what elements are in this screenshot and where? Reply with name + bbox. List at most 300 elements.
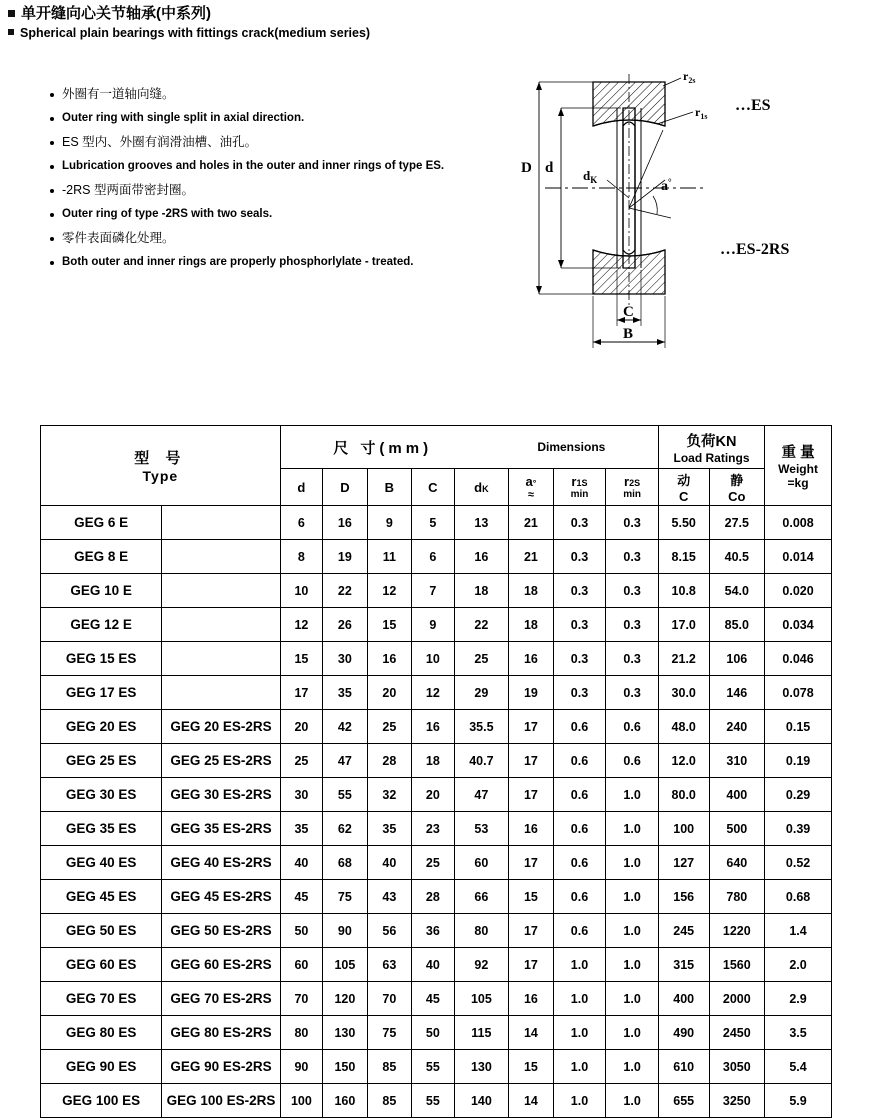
table-row [41, 1050, 832, 1084]
cell-B: 15 [367, 608, 411, 642]
cell-C: 45 [412, 982, 454, 1016]
header-weight [765, 426, 832, 506]
cell-dK: 22 [454, 608, 509, 642]
cell-r2s: 1.0 [606, 948, 659, 982]
specification-table [40, 425, 832, 1118]
cell-type1: GEG 100 ES [41, 1084, 162, 1118]
cell-weight: 0.15 [765, 710, 832, 744]
cell-type2 [162, 608, 280, 642]
cell-D: 68 [323, 846, 367, 880]
cell-dK: 140 [454, 1084, 509, 1118]
cell-D: 150 [323, 1050, 367, 1084]
cell-weight: 0.68 [765, 880, 832, 914]
header-col-c-dynamic: 动 C [658, 469, 709, 506]
cell-co-static: 310 [709, 744, 765, 778]
square-bullet-icon [8, 10, 15, 17]
cell-B: 16 [367, 642, 411, 676]
cell-alpha: 19 [509, 676, 553, 710]
table-row [41, 506, 832, 540]
table-row [41, 778, 832, 812]
table-row [41, 948, 832, 982]
cell-r1s: 0.6 [553, 812, 606, 846]
cell-C: 12 [412, 676, 454, 710]
cell-type2 [162, 540, 280, 574]
table-row [41, 982, 832, 1016]
cell-D: 105 [323, 948, 367, 982]
cell-co-static: 146 [709, 676, 765, 710]
cell-co-static: 2000 [709, 982, 765, 1016]
cell-dK: 130 [454, 1050, 509, 1084]
cell-D: 160 [323, 1084, 367, 1118]
cell-C: 50 [412, 1016, 454, 1050]
cell-C: 9 [412, 608, 454, 642]
feature-list [50, 86, 470, 278]
cell-dK: 40.7 [454, 744, 509, 778]
cell-dK: 115 [454, 1016, 509, 1050]
cell-weight: 0.008 [765, 506, 832, 540]
cell-alpha: 15 [509, 880, 553, 914]
cell-r1s: 0.3 [553, 574, 606, 608]
cell-type2: GEG 50 ES-2RS [162, 914, 280, 948]
cell-C: 16 [412, 710, 454, 744]
cell-type1: GEG 25 ES [41, 744, 162, 778]
cell-alpha: 21 [509, 540, 553, 574]
cell-C: 25 [412, 846, 454, 880]
cell-c-dynamic: 80.0 [658, 778, 709, 812]
cell-d: 90 [280, 1050, 322, 1084]
table-row [41, 642, 832, 676]
cell-dK: 25 [454, 642, 509, 676]
cell-type2: GEG 70 ES-2RS [162, 982, 280, 1016]
cell-d: 20 [280, 710, 322, 744]
cell-type2 [162, 642, 280, 676]
cell-B: 9 [367, 506, 411, 540]
cell-weight: 0.29 [765, 778, 832, 812]
cell-c-dynamic: 315 [658, 948, 709, 982]
cell-r2s: 0.3 [606, 642, 659, 676]
cell-type1: GEG 70 ES [41, 982, 162, 1016]
cell-type1: GEG 60 ES [41, 948, 162, 982]
dot-bullet-icon [50, 261, 54, 265]
cell-r2s: 0.6 [606, 744, 659, 778]
cell-co-static: 780 [709, 880, 765, 914]
cell-c-dynamic: 10.8 [658, 574, 709, 608]
feature-text-cn: 零件表面磷化处理。 [62, 231, 175, 245]
dot-bullet-icon [50, 117, 54, 121]
cell-c-dynamic: 490 [658, 1016, 709, 1050]
cell-alpha: 17 [509, 948, 553, 982]
cell-co-static: 240 [709, 710, 765, 744]
cell-C: 36 [412, 914, 454, 948]
header-load-ratings [658, 426, 764, 469]
cell-co-static: 85.0 [709, 608, 765, 642]
label-alpha: a° [661, 177, 672, 194]
cell-r2s: 1.0 [606, 1084, 659, 1118]
cell-B: 85 [367, 1084, 411, 1118]
label-es: …ES [735, 97, 771, 114]
square-bullet-icon [8, 29, 14, 35]
table-row [41, 574, 832, 608]
header-load-cn: 负荷KN [686, 433, 737, 450]
cell-c-dynamic: 8.15 [658, 540, 709, 574]
cell-C: 5 [412, 506, 454, 540]
cell-dK: 60 [454, 846, 509, 880]
cell-alpha: 16 [509, 982, 553, 1016]
cell-co-static: 640 [709, 846, 765, 880]
cell-weight: 2.0 [765, 948, 832, 982]
header-col-C: C [412, 469, 454, 506]
header-dimensions [280, 426, 658, 469]
header-col-d: d [280, 469, 322, 506]
header-weight-unit: =kg [787, 476, 809, 490]
cell-type2: GEG 40 ES-2RS [162, 846, 280, 880]
header-weight-en: Weight [778, 462, 818, 476]
cell-type1: GEG 15 ES [41, 642, 162, 676]
cell-co-static: 2450 [709, 1016, 765, 1050]
cell-weight: 3.5 [765, 1016, 832, 1050]
cell-type2: GEG 60 ES-2RS [162, 948, 280, 982]
label-D: D [521, 160, 532, 176]
cell-type2 [162, 574, 280, 608]
header-type-en: Type [142, 468, 179, 484]
cell-d: 8 [280, 540, 322, 574]
title-cn-line [8, 6, 869, 22]
cell-alpha: 17 [509, 846, 553, 880]
cell-weight: 0.020 [765, 574, 832, 608]
header-col-D: D [323, 469, 367, 506]
label-d: d [545, 160, 554, 176]
cell-B: 43 [367, 880, 411, 914]
cell-r2s: 0.3 [606, 506, 659, 540]
cell-D: 90 [323, 914, 367, 948]
cell-type1: GEG 8 E [41, 540, 162, 574]
page-title-en: Spherical plain bearings with fittings crack(medium series) [20, 26, 371, 40]
cell-dK: 35.5 [454, 710, 509, 744]
cell-B: 12 [367, 574, 411, 608]
cell-weight: 0.014 [765, 540, 832, 574]
cell-D: 120 [323, 982, 367, 1016]
cell-type2: GEG 20 ES-2RS [162, 710, 280, 744]
table-row [41, 812, 832, 846]
cell-weight: 0.046 [765, 642, 832, 676]
cell-d: 15 [280, 642, 322, 676]
dot-bullet-icon [50, 189, 54, 193]
cell-c-dynamic: 127 [658, 846, 709, 880]
cell-dK: 18 [454, 574, 509, 608]
label-dk: $d_K$ [583, 168, 598, 185]
page-title-cn: 单开缝向心关节轴承(中系列) [21, 5, 211, 22]
cell-r1s: 0.6 [553, 846, 606, 880]
header-load-en: Load Ratings [673, 450, 750, 465]
cell-c-dynamic: 245 [658, 914, 709, 948]
cell-co-static: 1560 [709, 948, 765, 982]
cell-c-dynamic: 655 [658, 1084, 709, 1118]
dot-bullet-icon [50, 165, 54, 169]
dot-bullet-icon [50, 237, 54, 241]
cell-co-static: 106 [709, 642, 765, 676]
cell-d: 17 [280, 676, 322, 710]
cell-alpha: 18 [509, 574, 553, 608]
cell-r2s: 0.3 [606, 676, 659, 710]
cell-d: 50 [280, 914, 322, 948]
cell-c-dynamic: 12.0 [658, 744, 709, 778]
cell-alpha: 21 [509, 506, 553, 540]
cell-dK: 105 [454, 982, 509, 1016]
label-r1s: $r_{1s}$ [695, 105, 708, 121]
cell-D: 35 [323, 676, 367, 710]
cell-c-dynamic: 100 [658, 812, 709, 846]
cell-co-static: 400 [709, 778, 765, 812]
feature-text-cn: -2RS 型两面带密封圈。 [62, 183, 194, 197]
feature-text-en: Lubrication grooves and holes in the outer and inner rings of type ES. [62, 160, 445, 172]
title-en-line [8, 26, 869, 40]
cell-r2s: 1.0 [606, 914, 659, 948]
cell-r2s: 0.3 [606, 608, 659, 642]
cell-D: 55 [323, 778, 367, 812]
cell-B: 25 [367, 710, 411, 744]
cell-type2: GEG 35 ES-2RS [162, 812, 280, 846]
cell-c-dynamic: 21.2 [658, 642, 709, 676]
table-row [41, 1016, 832, 1050]
cell-r1s: 0.3 [553, 608, 606, 642]
cell-weight: 0.034 [765, 608, 832, 642]
cell-weight: 0.52 [765, 846, 832, 880]
cell-weight: 0.078 [765, 676, 832, 710]
cell-co-static: 40.5 [709, 540, 765, 574]
cell-type1: GEG 6 E [41, 506, 162, 540]
cell-weight: 0.39 [765, 812, 832, 846]
cell-co-static: 500 [709, 812, 765, 846]
cell-alpha: 14 [509, 1016, 553, 1050]
cell-co-static: 3250 [709, 1084, 765, 1118]
cell-r1s: 0.3 [553, 642, 606, 676]
cell-type1: GEG 10 E [41, 574, 162, 608]
label-C: C [623, 304, 634, 320]
cell-r2s: 1.0 [606, 982, 659, 1016]
cell-d: 45 [280, 880, 322, 914]
label-r2s: $r_{2s}$ [683, 69, 696, 85]
cell-r2s: 0.3 [606, 540, 659, 574]
cell-C: 23 [412, 812, 454, 846]
cell-co-static: 1220 [709, 914, 765, 948]
cell-d: 35 [280, 812, 322, 846]
table-row [41, 608, 832, 642]
cell-c-dynamic: 400 [658, 982, 709, 1016]
cell-C: 20 [412, 778, 454, 812]
cell-dK: 80 [454, 914, 509, 948]
list-item [50, 134, 470, 151]
cell-alpha: 18 [509, 608, 553, 642]
cell-d: 10 [280, 574, 322, 608]
label-B: B [623, 326, 634, 342]
cell-d: 70 [280, 982, 322, 1016]
cell-d: 80 [280, 1016, 322, 1050]
cell-type2 [162, 506, 280, 540]
cell-type1: GEG 50 ES [41, 914, 162, 948]
cell-d: 12 [280, 608, 322, 642]
cell-type2: GEG 30 ES-2RS [162, 778, 280, 812]
cell-weight: 0.19 [765, 744, 832, 778]
cell-r1s: 0.6 [553, 744, 606, 778]
cell-r1s: 1.0 [553, 948, 606, 982]
cell-type1: GEG 80 ES [41, 1016, 162, 1050]
cell-D: 42 [323, 710, 367, 744]
table-row [41, 710, 832, 744]
cell-co-static: 27.5 [709, 506, 765, 540]
cell-r1s: 0.3 [553, 540, 606, 574]
cell-dK: 13 [454, 506, 509, 540]
cell-type1: GEG 45 ES [41, 880, 162, 914]
cell-B: 32 [367, 778, 411, 812]
feature-text-en: Outer ring of type -2RS with two seals. [62, 208, 273, 220]
header-dimensions-cn: 尺 寸(mm) [333, 439, 433, 457]
cell-c-dynamic: 610 [658, 1050, 709, 1084]
bearing-cross-section-diagram [505, 68, 855, 358]
cell-r2s: 0.3 [606, 574, 659, 608]
cell-type1: GEG 90 ES [41, 1050, 162, 1084]
table-row [41, 914, 832, 948]
cell-B: 85 [367, 1050, 411, 1084]
cell-type2: GEG 100 ES-2RS [162, 1084, 280, 1118]
cell-weight: 1.4 [765, 914, 832, 948]
cell-dK: 92 [454, 948, 509, 982]
cell-type2: GEG 80 ES-2RS [162, 1016, 280, 1050]
cell-B: 28 [367, 744, 411, 778]
cell-weight: 5.4 [765, 1050, 832, 1084]
cell-r1s: 1.0 [553, 1084, 606, 1118]
cell-alpha: 17 [509, 710, 553, 744]
table-body [41, 506, 832, 1118]
cell-C: 55 [412, 1050, 454, 1084]
cell-r2s: 1.0 [606, 778, 659, 812]
cell-c-dynamic: 17.0 [658, 608, 709, 642]
cell-B: 11 [367, 540, 411, 574]
cell-r2s: 1.0 [606, 812, 659, 846]
table-row [41, 1084, 832, 1118]
cell-dK: 47 [454, 778, 509, 812]
header-col-co-static: 静 Co [709, 469, 765, 506]
cell-alpha: 17 [509, 744, 553, 778]
cell-weight: 2.9 [765, 982, 832, 1016]
cell-type2: GEG 25 ES-2RS [162, 744, 280, 778]
cell-r1s: 1.0 [553, 982, 606, 1016]
cell-type1: GEG 40 ES [41, 846, 162, 880]
list-item [50, 86, 470, 103]
cell-B: 20 [367, 676, 411, 710]
intro-section [0, 68, 869, 398]
cell-type1: GEG 17 ES [41, 676, 162, 710]
cell-alpha: 16 [509, 812, 553, 846]
cell-C: 7 [412, 574, 454, 608]
dot-bullet-icon [50, 213, 54, 217]
cell-r1s: 1.0 [553, 1016, 606, 1050]
cell-d: 30 [280, 778, 322, 812]
header-col-dK: dK [454, 469, 509, 506]
cell-r2s: 1.0 [606, 1050, 659, 1084]
feature-text-cn: 外圈有一道轴向缝。 [62, 87, 175, 101]
bearing-data-table [40, 425, 832, 1118]
header-weight-cn: 重 量 [781, 445, 815, 461]
cell-type1: GEG 12 E [41, 608, 162, 642]
cell-d: 6 [280, 506, 322, 540]
cell-C: 40 [412, 948, 454, 982]
cell-alpha: 15 [509, 1050, 553, 1084]
cell-C: 10 [412, 642, 454, 676]
list-item [50, 206, 470, 223]
cell-alpha: 16 [509, 642, 553, 676]
header-type-cn: 型 号 [134, 450, 187, 467]
cell-D: 75 [323, 880, 367, 914]
cell-type1: GEG 35 ES [41, 812, 162, 846]
cell-B: 75 [367, 1016, 411, 1050]
list-item [50, 158, 470, 175]
cell-c-dynamic: 30.0 [658, 676, 709, 710]
table-row [41, 676, 832, 710]
header-col-B: B [367, 469, 411, 506]
cell-D: 26 [323, 608, 367, 642]
cell-co-static: 54.0 [709, 574, 765, 608]
cell-type2: GEG 45 ES-2RS [162, 880, 280, 914]
header-col-r1s: r1S min [553, 469, 606, 506]
cell-r2s: 0.6 [606, 710, 659, 744]
cell-D: 16 [323, 506, 367, 540]
cell-r2s: 1.0 [606, 1016, 659, 1050]
header-dimensions-en: Dimensions [537, 440, 606, 454]
cell-dK: 16 [454, 540, 509, 574]
label-es-2rs: …ES-2RS [720, 241, 790, 258]
cell-type2 [162, 676, 280, 710]
cell-dK: 66 [454, 880, 509, 914]
header-col-r2s: r2S min [606, 469, 659, 506]
cell-B: 40 [367, 846, 411, 880]
cell-D: 130 [323, 1016, 367, 1050]
cell-C: 6 [412, 540, 454, 574]
cell-B: 63 [367, 948, 411, 982]
cell-c-dynamic: 48.0 [658, 710, 709, 744]
cell-D: 22 [323, 574, 367, 608]
cell-d: 25 [280, 744, 322, 778]
cell-dK: 29 [454, 676, 509, 710]
cell-dK: 53 [454, 812, 509, 846]
cell-r2s: 1.0 [606, 846, 659, 880]
list-item [50, 254, 470, 271]
cell-weight: 5.9 [765, 1084, 832, 1118]
cell-alpha: 17 [509, 778, 553, 812]
cell-B: 56 [367, 914, 411, 948]
cell-d: 100 [280, 1084, 322, 1118]
cell-co-static: 3050 [709, 1050, 765, 1084]
cell-C: 28 [412, 880, 454, 914]
cell-c-dynamic: 5.50 [658, 506, 709, 540]
feature-text-cn: ES 型内、外圈有润滑油槽、油孔。 [62, 135, 258, 149]
cell-D: 19 [323, 540, 367, 574]
cell-alpha: 14 [509, 1084, 553, 1118]
header-col-alpha: a° ≈ [509, 469, 553, 506]
cell-C: 55 [412, 1084, 454, 1118]
table-row [41, 744, 832, 778]
table-row [41, 846, 832, 880]
cell-alpha: 17 [509, 914, 553, 948]
cell-type2: GEG 90 ES-2RS [162, 1050, 280, 1084]
feature-text-en: Outer ring with single split in axial direction. [62, 112, 305, 124]
dot-bullet-icon [50, 93, 54, 97]
table-row [41, 540, 832, 574]
page-header [0, 0, 869, 40]
cell-B: 35 [367, 812, 411, 846]
feature-text-en: Both outer and inner rings are properly phosphorlylate - treated. [62, 256, 414, 268]
list-item [50, 182, 470, 199]
cell-r1s: 0.6 [553, 880, 606, 914]
